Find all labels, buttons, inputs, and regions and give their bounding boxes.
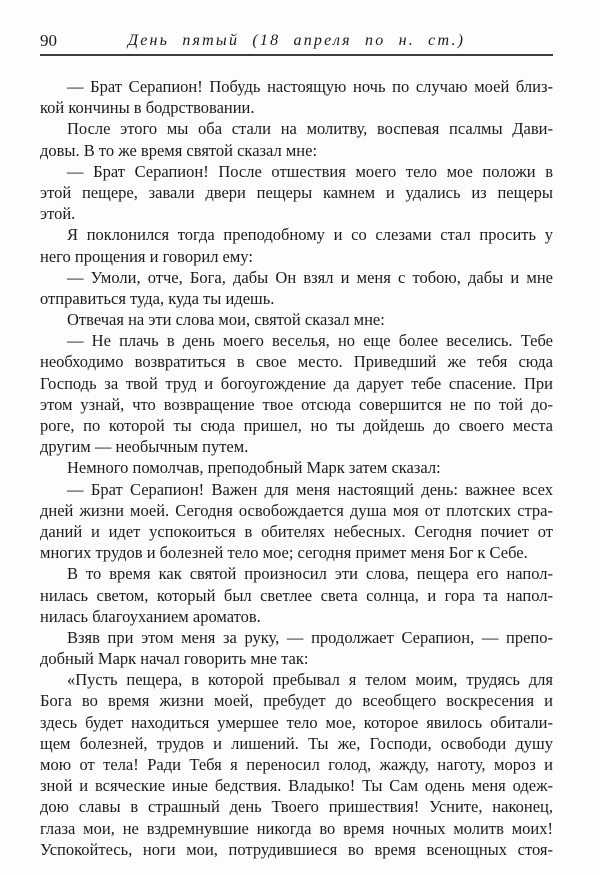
text-line: — Брат Серапион! Побудь настоящую ночь по случаю моей близ-	[67, 77, 553, 96]
text-line: — Брат Серапион! Важен для меня настоящий день: важнее всех	[67, 479, 553, 499]
text-line: дней жизни моей. Сегодня освобождается душа моя от плотских стра-	[40, 500, 553, 520]
text-line: — Брат Серапион! После отшествия моего тело мое положи в	[67, 161, 553, 181]
paragraph	[40, 457, 553, 478]
text-line: нилась благоуханием ароматов.	[40, 606, 261, 626]
text-line: него прощения и говорил ему:	[40, 246, 253, 266]
text-line: довы. В то же время святой сказал мне:	[40, 140, 318, 160]
text-line: зной и всяческие иные бедствия. Владыко! Ты Сам одень меня одеж-	[40, 776, 553, 796]
text-line: даний и идет успокоиться в обителях небесных. Сегодня почиет от	[40, 521, 553, 541]
paragraph	[40, 76, 553, 118]
text-line: необходимо возвратиться в свое место. Приведший же тебя сюда	[40, 352, 553, 372]
text-body	[40, 76, 553, 860]
text-line: отправиться туда, куда ты идешь.	[40, 288, 275, 308]
text-line: кой кончины в бодрствовании.	[40, 98, 255, 118]
text-line: Господь за твой труд и богоугождение да дарует тебе спасение. При	[40, 373, 553, 393]
text-line: Немного помолчав, преподобный Марк затем сказал:	[67, 458, 441, 478]
header-rule	[40, 54, 553, 56]
text-line: После этого мы оба стали на молитву, воспевая псалмы Дави-	[67, 119, 553, 139]
paragraph	[40, 563, 553, 627]
paragraph	[40, 330, 553, 457]
text-line: этой пещере, завали двери пещеры камнем и удались из пещеры	[40, 182, 553, 202]
text-line: другим — необычным путем.	[40, 437, 249, 457]
text-line: — Не плачь в день моего веселья, но еще более веселись. Тебе	[67, 331, 553, 351]
text-line: здесь будет находиться умершее тело мое, которое явилось обитали-	[40, 712, 553, 732]
chapter-running-title: День пятый (18 апреля по н. ст.)	[127, 32, 466, 49]
text-line: Отвечая на эти слова мои, святой сказал мне:	[67, 310, 385, 330]
text-line: «Пусть пещера, в которой пребывал я телом моим, трудясь для	[67, 670, 553, 690]
text-line: — Умоли, отче, Бога, дабы Он взял и меня с тобою, дабы и мне	[67, 267, 553, 287]
text-line: щем болезней, трудов и лишений. Ты же, Господи, освободи душу	[40, 733, 553, 753]
text-line: Бога во время жизни моей, пребудет до всеобщего воскресения и	[40, 691, 553, 711]
text-line: В то время как святой произносил эти слова, пещера его напол-	[67, 564, 553, 584]
text-line: многих трудов и болезней тело мое; сегодня примет меня Бог к Себе.	[40, 543, 528, 563]
text-line: Я поклонился тогда преподобному и со слезами стал просить у	[67, 225, 553, 245]
paragraph	[40, 118, 553, 160]
paragraph	[40, 669, 553, 860]
paragraph	[40, 267, 553, 309]
text-line: нилась светом, который был светлее света солнца, и гора та напол-	[40, 585, 553, 605]
text-line: этом узнай, что возвращение твое отсюда совершится не по той до-	[40, 394, 553, 414]
text-line: добный Марк начал говорить мне так:	[40, 649, 309, 669]
paragraph	[40, 224, 553, 266]
paragraph	[40, 479, 553, 564]
text-line: роге, по которой ты сюда пришел, но ты дойдешь до своего места	[40, 416, 553, 435]
text-line: дою славы в страшный день Твоего пришествия! Усните, наконец,	[40, 797, 553, 817]
page-number: 90	[40, 31, 57, 50]
running-header	[40, 30, 553, 51]
text-line: Успокойтесь, ноги мои, потрудившиеся во время всенощных стоя-	[40, 839, 553, 859]
paragraph	[40, 161, 553, 225]
paragraph	[40, 627, 553, 669]
text-line: мою от тела! Ради Тебя я переносил голод, жажду, наготу, мороз и	[40, 755, 553, 774]
paragraph	[40, 309, 553, 330]
text-line: этой.	[40, 204, 76, 224]
text-line: Взяв при этом меня за руку, — продолжает Серапион, — препо-	[67, 627, 553, 647]
text-line: глаза мои, не вздремнувшие никогда во время ночных молитв моих!	[40, 818, 553, 838]
